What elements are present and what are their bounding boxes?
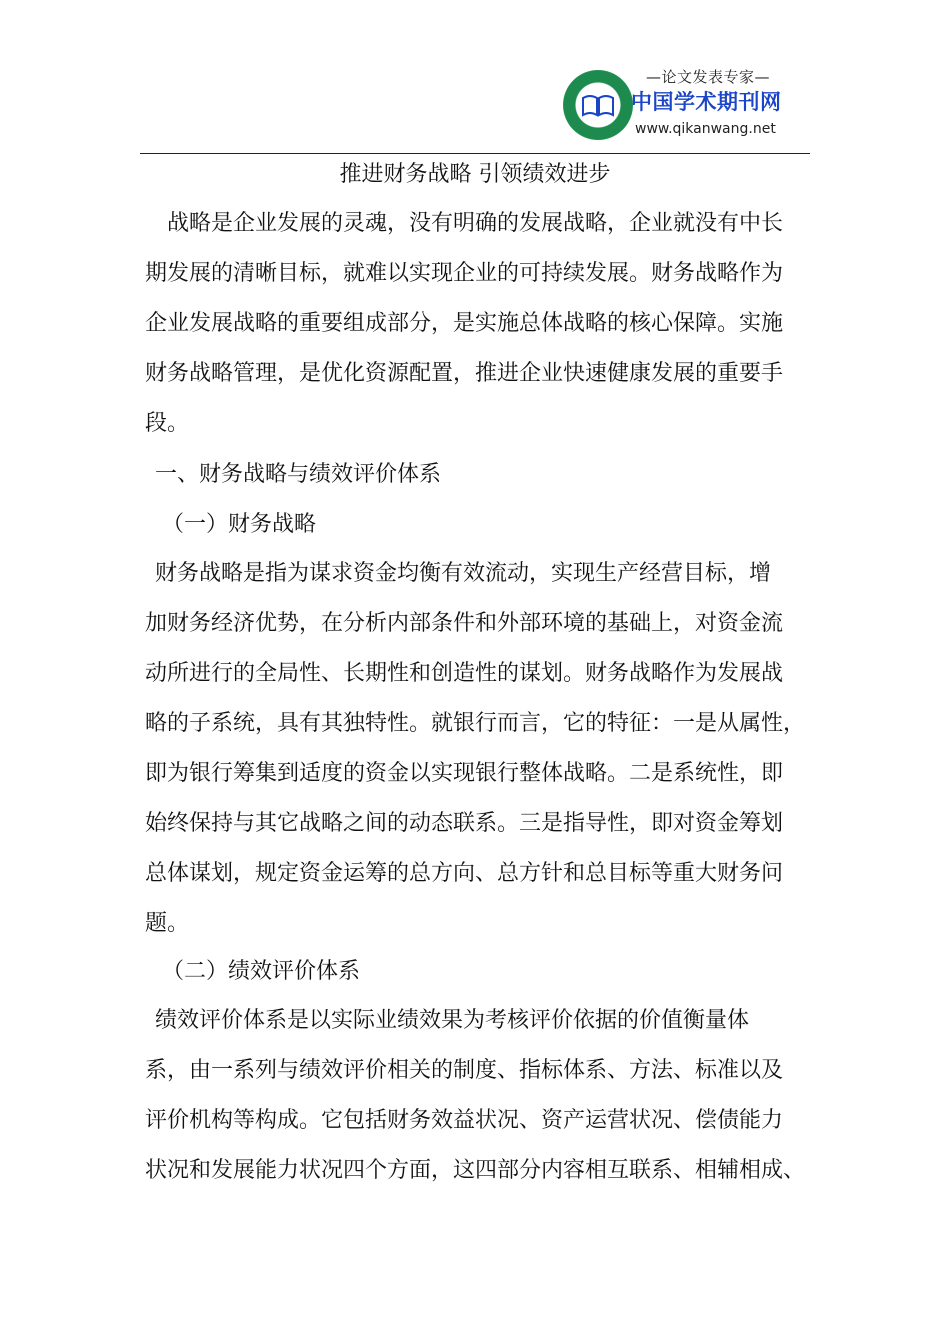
document-title: 推进财务战略 引领绩效进步 bbox=[339, 162, 611, 187]
paragraph-line: 企业发展战略的重要组成部分，是实施总体战略的核心保障。实施 bbox=[145, 311, 784, 336]
paragraph-line: 评价机构等构成。它包括财务效益状况、资产运营状况、偿债能力 bbox=[145, 1108, 784, 1133]
paragraph-line: 财务战略是指为谋求资金均衡有效流动，实现生产经营目标，增 bbox=[155, 561, 772, 586]
book-seal-icon bbox=[563, 70, 633, 140]
paragraph-line: 绩效评价体系是以实际业绩效果为考核评价依据的价值衡量体 bbox=[155, 1008, 750, 1033]
paragraph-line: 期发展的清晰目标，就难以实现企业的可持续发展。财务战略作为 bbox=[145, 261, 784, 286]
paragraph-line: 状况和发展能力状况四个方面，这四部分内容相互联系、相辅相成、 bbox=[145, 1158, 806, 1183]
paragraph-line: 系，由一系列与绩效评价相关的制度、指标体系、方法、标准以及 bbox=[145, 1058, 784, 1083]
journal-logo bbox=[563, 66, 793, 146]
header-divider bbox=[140, 153, 810, 154]
logo-url: www.qikanwang.net bbox=[635, 121, 776, 137]
intro-paragraph bbox=[145, 199, 795, 449]
subsection-heading: （一）财务战略 bbox=[162, 512, 317, 537]
paragraph-line: 战略是企业发展的灵魂，没有明确的发展战略，企业就没有中长 bbox=[167, 211, 784, 236]
paragraph-line: 段。 bbox=[145, 411, 190, 436]
paragraph-line: 即为银行筹集到适度的资金以实现银行整体战略。二是系统性，即 bbox=[145, 761, 784, 786]
paragraph-line: 动所进行的全局性、长期性和创造性的谋划。财务战略作为发展战 bbox=[145, 661, 784, 686]
subsection-1-paragraph bbox=[145, 549, 806, 949]
section-heading: 一、财务战略与绩效评价体系 bbox=[155, 462, 442, 487]
paragraph-line: 题。 bbox=[145, 911, 190, 936]
paragraph-line: 总体谋划，规定资金运筹的总方向、总方针和总目标等重大财务问 bbox=[145, 861, 784, 886]
paragraph-line: 始终保持与其它战略之间的动态联系。三是指导性，即对资金筹划 bbox=[145, 811, 784, 836]
paragraph-line: 财务战略管理，是优化资源配置，推进企业快速健康发展的重要手 bbox=[145, 361, 784, 386]
paragraph-line: 略的子系统，具有其独特性。就银行而言，它的特征：一是从属性， bbox=[145, 711, 806, 736]
paragraph-line: 加财务经济优势，在分析内部条件和外部环境的基础上，对资金流 bbox=[145, 611, 784, 636]
logo-slogan: —论文发表专家— bbox=[645, 68, 770, 86]
subsection-2-paragraph bbox=[145, 996, 806, 1196]
subsection-heading: （二）绩效评价体系 bbox=[162, 959, 361, 984]
logo-brand-name: 中国学术期刊网 bbox=[631, 90, 782, 114]
